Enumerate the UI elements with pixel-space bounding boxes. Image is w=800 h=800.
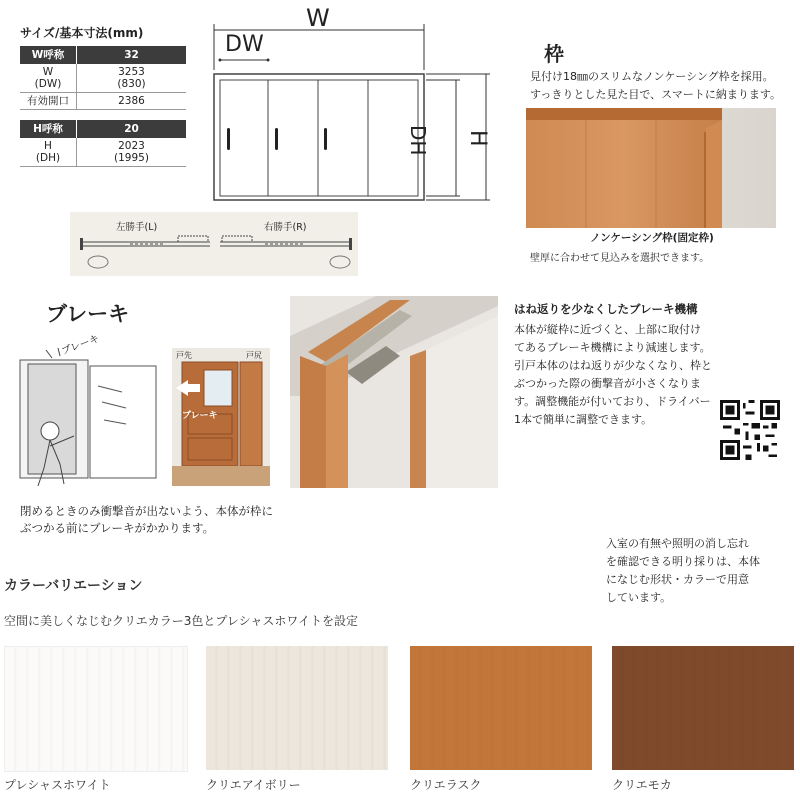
brake-mechanism-photo xyxy=(290,296,498,488)
w-row-value xyxy=(77,64,187,93)
dw-dimension-label: DW xyxy=(225,32,264,57)
dh-value: (1995) xyxy=(114,152,149,164)
door-brake-label: ブレーキ xyxy=(182,411,218,421)
dh-dimension-label: DH xyxy=(406,125,430,156)
h-dimension-label: H xyxy=(465,130,490,147)
color-variation-subtitle: 空間に美しくなじむクリエカラー3色とプレシャスホワイトを設定 xyxy=(4,614,359,628)
h-label: H xyxy=(44,140,52,152)
h-header-label: H呼称 xyxy=(20,120,77,138)
opening-label: 有効開口 xyxy=(20,93,77,110)
lamp-description xyxy=(606,535,776,607)
frame-note: 壁厚に合わせて見込みを選択できます。 xyxy=(530,253,710,264)
brake-title: ブレーキ xyxy=(46,302,130,326)
w-header-value: 32 xyxy=(77,46,187,64)
frame-text-line1: 見付け18㎜のスリムなノンケーシング枠を採用。 xyxy=(530,70,774,83)
w-row-label xyxy=(20,64,77,93)
swatch-crie-ivory[interactable] xyxy=(206,646,388,770)
brake-illus-label: ブレーキ xyxy=(59,333,101,358)
swatch-precious-white[interactable] xyxy=(4,646,188,772)
qr-code[interactable] xyxy=(720,400,780,460)
h-value: 2023 xyxy=(118,140,145,152)
mechanism-line: す。調整機能が付いており、ドライバー xyxy=(514,395,711,408)
h-row-value xyxy=(77,138,187,167)
right-hand-label: 右勝手(R) xyxy=(264,222,307,233)
swatch-crie-rusk[interactable] xyxy=(410,646,592,770)
lamp-line: になじむ形状・カラーで用意 xyxy=(606,573,749,586)
brake-illustration xyxy=(14,336,164,496)
w-header-label: W呼称 xyxy=(20,46,77,64)
door-tosaki-label: 戸先 xyxy=(176,351,192,360)
w-value: 3253 xyxy=(118,66,145,78)
h-header-value: 20 xyxy=(77,120,187,138)
door-tojiri-label: 戸尻 xyxy=(246,351,262,360)
frame-text-line2: すっきりとした見た目で、スマートに納まります。 xyxy=(530,88,782,101)
lamp-line: 入室の有無や照明の消し忘れ xyxy=(606,537,749,550)
h-row-label xyxy=(20,138,77,167)
dw-label: (DW) xyxy=(34,78,62,90)
mechanism-line: てあるブレーキ機構により減速します。 xyxy=(514,341,711,354)
mechanism-description xyxy=(514,321,714,429)
hand-diagram xyxy=(70,212,358,276)
h-size-table xyxy=(20,120,186,167)
size-table-title: サイズ/基本寸法(mm) xyxy=(20,26,144,40)
mechanism-title: はね返りを少なくしたブレーキ機構 xyxy=(514,302,698,316)
mechanism-line: 引戸本体のはね返りが少なくなり、枠と xyxy=(514,359,712,372)
lamp-line: しています。 xyxy=(606,591,672,604)
swatch-crie-mocha[interactable] xyxy=(612,646,794,770)
w-label: W xyxy=(42,66,54,78)
frame-title: 枠 xyxy=(544,42,564,66)
swatch-name: クリエモカ xyxy=(612,778,672,792)
lamp-line: を確認できる明り採りは、本体 xyxy=(606,555,760,568)
w-dimension-label: W xyxy=(306,4,330,32)
swatch-name: クリエアイボリー xyxy=(206,778,301,792)
swatch-name: プレシャスホワイト xyxy=(4,778,111,792)
color-variation-title: カラーバリエーション xyxy=(4,578,143,594)
brake-text-line2: ぶつかる前にブレーキがかかります。 xyxy=(20,521,215,535)
left-hand-label: 左勝手(L) xyxy=(116,222,158,233)
dw-value: (830) xyxy=(117,78,146,90)
swatch-name: クリエラスク xyxy=(410,778,482,792)
w-size-table xyxy=(20,46,186,110)
brake-description xyxy=(20,503,290,537)
non-casing-frame-photo xyxy=(526,108,776,228)
brake-text-line1: 閉めるときのみ衝撃音が出ないよう、本体が枠に xyxy=(20,504,273,518)
mechanism-line: ぶつかった際の衝撃音が小さくなりま xyxy=(514,377,701,390)
opening-value: 2386 xyxy=(77,93,187,110)
frame-caption: ノンケーシング枠(固定枠) xyxy=(590,232,714,244)
mechanism-line: 本体が縦枠に近づくと、上部に取付け xyxy=(514,323,701,336)
mechanism-line: 1本で簡単に調整できます。 xyxy=(514,413,653,426)
dh-label: (DH) xyxy=(35,152,61,164)
